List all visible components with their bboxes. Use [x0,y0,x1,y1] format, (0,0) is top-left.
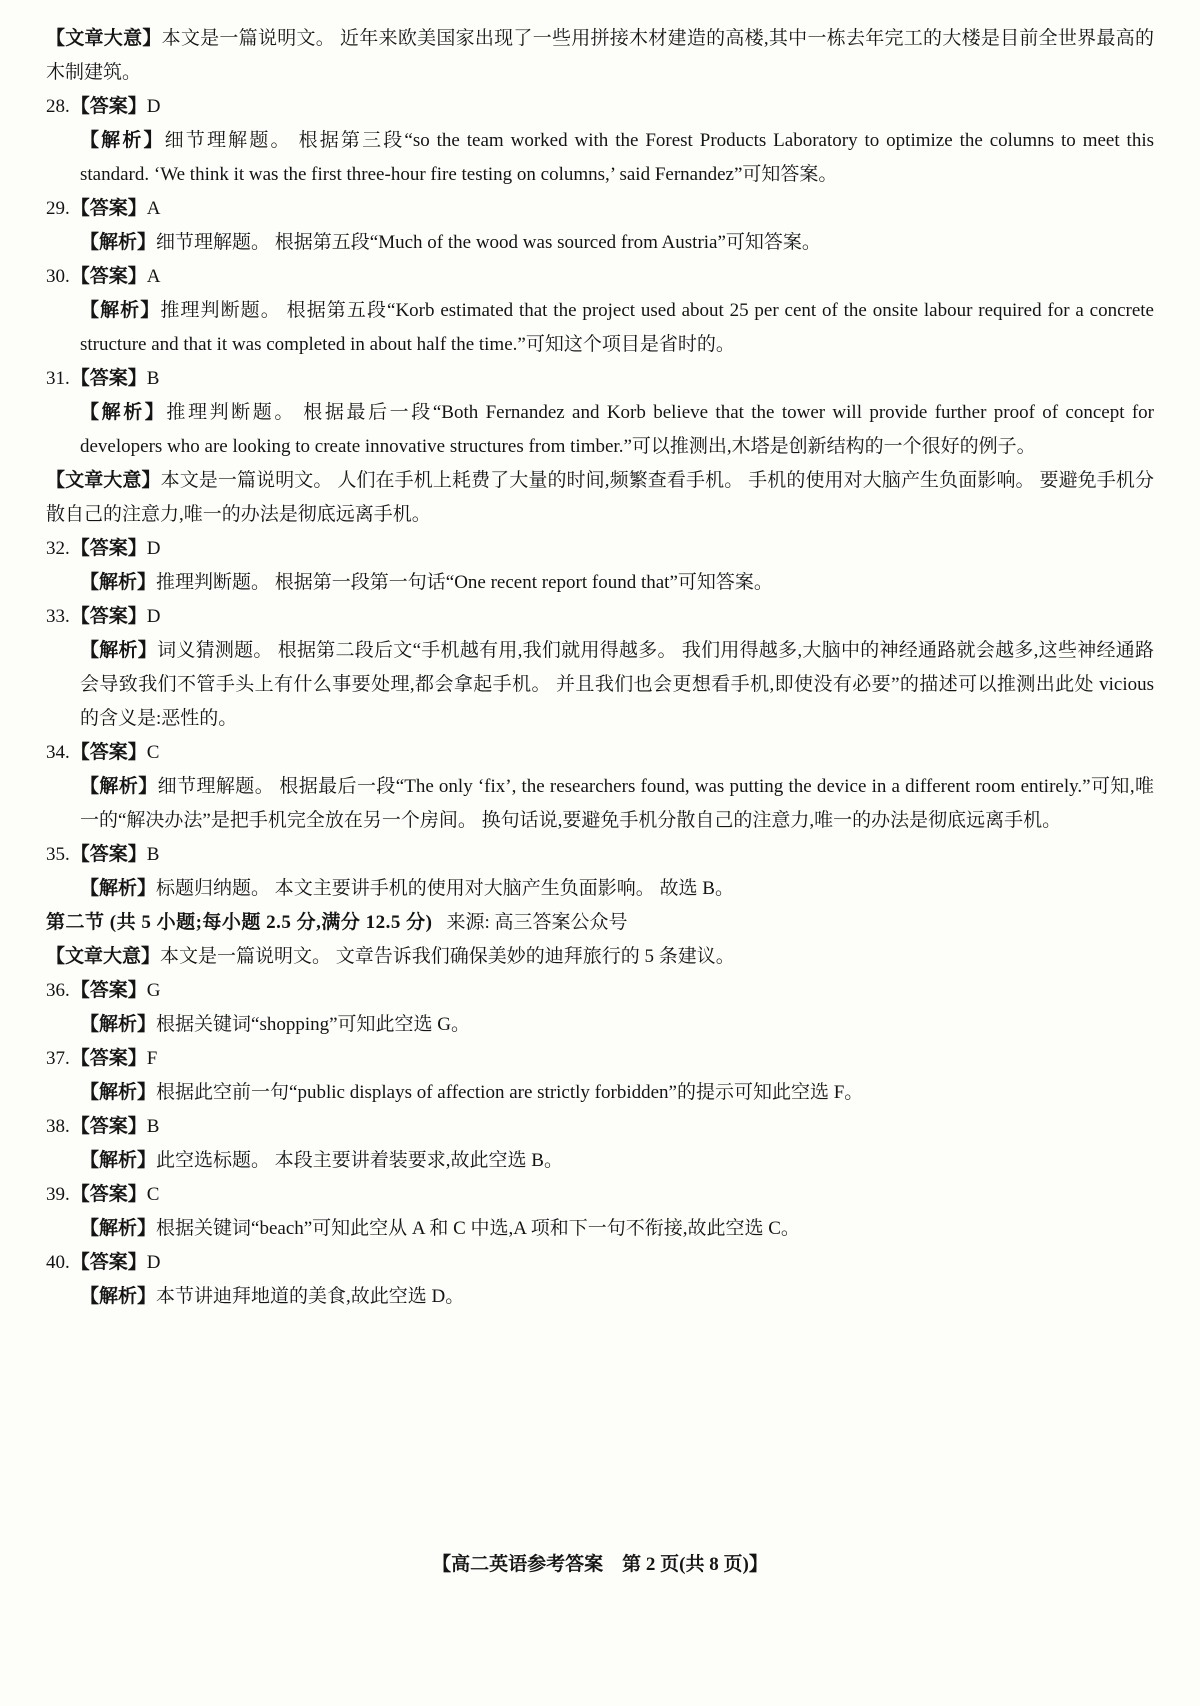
answer-line [46,192,1154,226]
analysis-text: 推理判断题。 根据第五段“Korb estimated that the project used about 25 per cent of the onsite labour required for a concrete structure and that it was completed in about half the time.”可知这个项目是省时的。 [80,300,1154,355]
question-number: 33. [46,606,70,627]
answer-line [46,1042,1154,1076]
question-number: 30. [46,266,70,287]
answer-label: 【答案】 [70,1116,147,1137]
answer-label: 【答案】 [70,538,147,559]
analysis-text: 根据关键词“beach”可知此空从 A 和 C 中选,A 项和下一句不衔接,故此空选 C。 [156,1218,800,1239]
answer-label: 【答案】 [70,844,147,865]
analysis-text: 根据此空前一句“public displays of affection are strictly forbidden”的提示可知此空选 F。 [156,1082,864,1103]
answer-value: D [146,96,161,117]
answer-label: 【答案】 [70,606,147,627]
answer-value: D [146,606,161,627]
answer-value: C [146,1184,160,1205]
analysis-text: 细节理解题。 根据第三段“so the team worked with the Forest Products Laboratory to optimize the columns to meet this standard. ‘We think it was the first three-hour fire testing on columns,’ said Fernandez”可知答案。 [80,130,1154,185]
question-item [46,838,1154,906]
question-item [46,1042,1154,1110]
page-footer: 【高二英语参考答案 第 2 页(共 8 页)】 [432,1554,768,1575]
question-number: 36. [46,980,70,1001]
answer-label: 【答案】 [70,266,147,287]
question-number: 38. [46,1116,70,1137]
analysis [80,770,1154,838]
analysis-label: 【解析】 [80,1218,157,1239]
question-number: 29. [46,198,70,219]
question-number: 39. [46,1184,70,1205]
analysis-label: 【解析】 [80,300,161,321]
answer-label: 【答案】 [70,742,147,763]
answer-value: F [146,1048,158,1069]
analysis-text: 细节理解题。 根据最后一段“The only ‘fix’, the researchers found, was putting the device in a different room entirely.”可知,唯一的“解决办法”是把手机完全放在另一个房间。 换句话说,要避免手机分散自己的注意力,唯一的办法是彻底远离手机。 [80,776,1154,831]
question-item [46,1246,1154,1314]
analysis [80,1076,1154,1110]
answer-label: 【答案】 [70,1252,147,1273]
answer-value: B [146,844,160,865]
answer-value: D [146,538,161,559]
passage-summary [46,464,1154,532]
section-source: 来源: 高三答案公众号 [446,912,628,933]
question-item [46,1110,1154,1178]
passage-summary [46,940,1154,974]
answer-value: A [146,266,161,287]
analysis [80,396,1154,464]
question-item [46,736,1154,838]
question-item [46,532,1154,600]
answer-line [46,1110,1154,1144]
analysis-label: 【解析】 [80,1150,157,1171]
answer-line [46,1178,1154,1212]
answer-value: C [146,742,160,763]
summary-label: 【文章大意】 [46,946,161,967]
question-item [46,600,1154,736]
analysis [80,1212,1154,1246]
answer-label: 【答案】 [70,368,147,389]
analysis-label: 【解析】 [80,776,158,797]
analysis-label: 【解析】 [80,572,157,593]
answer-line [46,600,1154,634]
answer-line [46,260,1154,294]
answer-label: 【答案】 [70,1184,147,1205]
analysis-label: 【解析】 [80,640,158,661]
answer-line [46,1246,1154,1280]
analysis-text: 推理判断题。 根据最后一段“Both Fernandez and Korb believe that the tower will provide further proof of concept for developers who are looking to create innovative structures from timber.”可以推测出,木塔是创新结构的一个很好的例子。 [80,402,1154,457]
analysis [80,1008,1154,1042]
analysis-text: 标题归纳题。 本文主要讲手机的使用对大脑产生负面影响。 故选 B。 [156,878,734,899]
analysis [80,1280,1154,1314]
analysis [80,872,1154,906]
answer-value: A [146,198,161,219]
analysis-label: 【解析】 [80,1014,157,1035]
analysis-label: 【解析】 [80,878,157,899]
question-number: 35. [46,844,70,865]
question-number: 34. [46,742,70,763]
analysis-label: 【解析】 [80,1082,157,1103]
answer-line [46,90,1154,124]
answer-label: 【答案】 [70,1048,147,1069]
analysis [80,226,1154,260]
analysis-label: 【解析】 [80,232,157,253]
question-number: 32. [46,538,70,559]
answer-value: G [146,980,161,1001]
question-item [46,974,1154,1042]
question-number: 37. [46,1048,70,1069]
analysis [80,1144,1154,1178]
analysis-text: 细节理解题。 根据第五段“Much of the wood was sourced from Austria”可知答案。 [156,232,821,253]
analysis [80,124,1154,192]
summary-text: 本文是一篇说明文。 人们在手机上耗费了大量的时间,频繁查看手机。 手机的使用对大脑产生负面影响。 要避免手机分散自己的注意力,唯一的办法是彻底远离手机。 [46,470,1154,525]
answer-value: D [146,1252,161,1273]
analysis-text: 本节讲迪拜地道的美食,故此空选 D。 [156,1286,465,1307]
analysis-text: 词义猜测题。 根据第二段后文“手机越有用,我们就用得越多。 我们用得越多,大脑中的神经通路就会越多,这些神经通路会导致我们不管手头上有什么事要处理,都会拿起手机。 并且我们也会更想看手机,即使没有必要”的描述可以推测出此处 vicious 的含义是:恶性的。 [80,640,1154,729]
analysis-text: 根据关键词“shopping”可知此空选 G。 [156,1014,471,1035]
answer-label: 【答案】 [70,980,147,1001]
question-item [46,1178,1154,1246]
analysis-text: 推理判断题。 根据第一段第一句话“One recent report found that”可知答案。 [156,572,773,593]
question-number: 31. [46,368,70,389]
question-item [46,362,1154,464]
answer-line [46,362,1154,396]
analysis-text: 此空选标题。 本段主要讲着装要求,故此空选 B。 [156,1150,563,1171]
analysis-label: 【解析】 [80,1286,157,1307]
answer-list [46,22,1154,1314]
answer-line [46,838,1154,872]
answer-value: B [146,1116,160,1137]
answer-line [46,974,1154,1008]
answer-line [46,736,1154,770]
question-item [46,192,1154,260]
summary-label: 【文章大意】 [46,470,161,491]
question-number: 40. [46,1252,70,1273]
question-item [46,90,1154,192]
question-item [46,260,1154,362]
answer-value: B [146,368,160,389]
analysis-label: 【解析】 [80,130,165,151]
answer-line [46,532,1154,566]
passage-summary [46,22,1154,90]
answer-label: 【答案】 [70,96,147,117]
summary-text: 本文是一篇说明文。 近年来欧美国家出现了一些用拼接木材建造的高楼,其中一栋去年完工的大楼是目前全世界最高的木制建筑。 [46,28,1154,83]
analysis-label: 【解析】 [80,402,167,423]
answer-label: 【答案】 [70,198,147,219]
summary-text: 本文是一篇说明文。 文章告诉我们确保美妙的迪拜旅行的 5 条建议。 [160,946,735,967]
section-heading [46,906,1154,940]
analysis [80,566,1154,600]
analysis [80,634,1154,736]
section-title: 第二节 (共 5 小题;每小题 2.5 分,满分 12.5 分) [46,912,433,933]
summary-label: 【文章大意】 [46,28,162,49]
question-number: 28. [46,96,70,117]
analysis [80,294,1154,362]
